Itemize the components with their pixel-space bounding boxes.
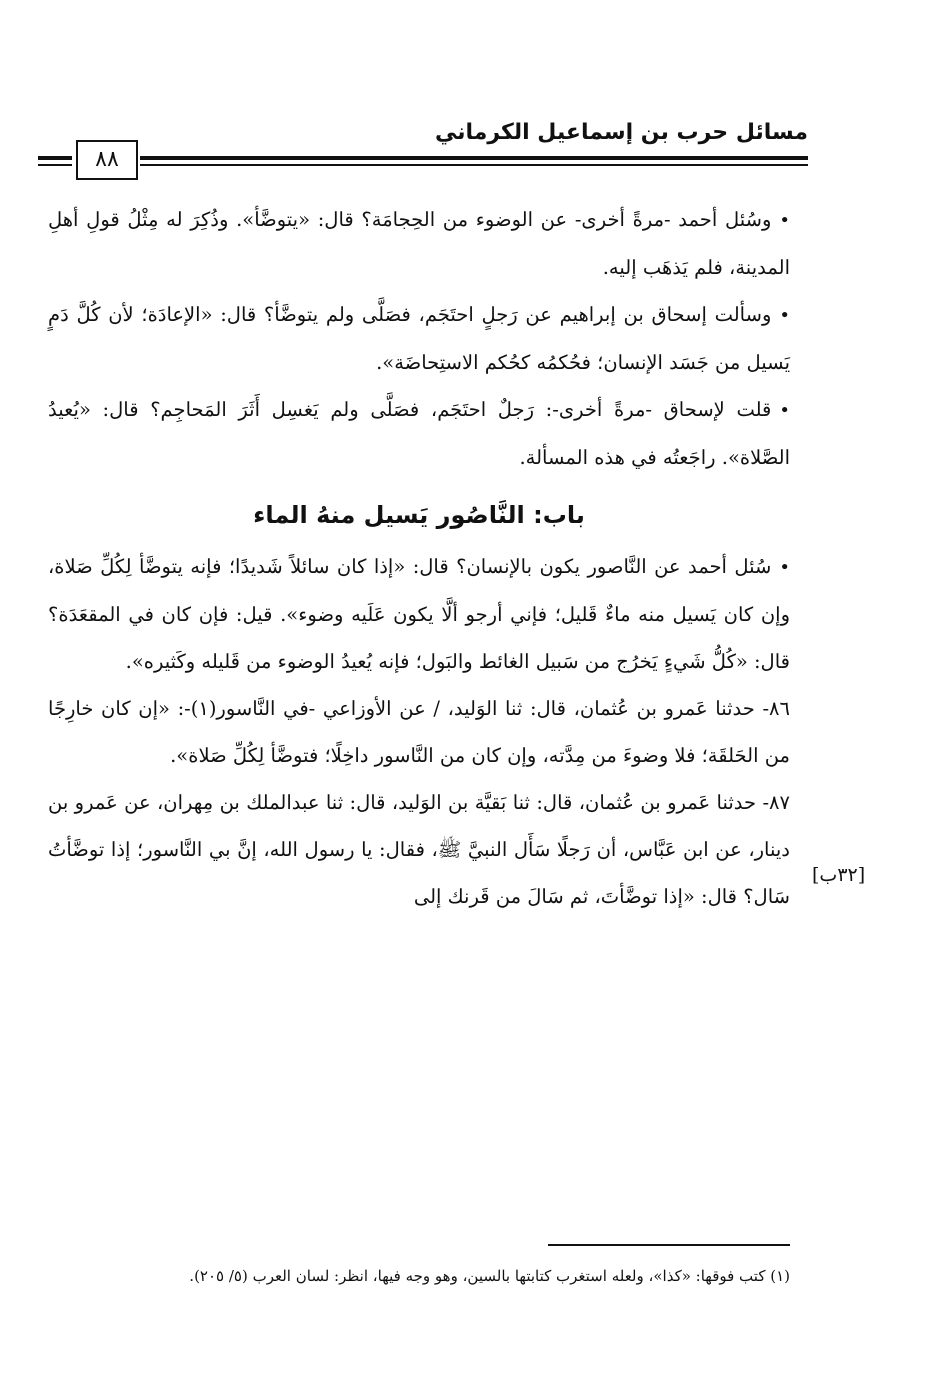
paragraph-2 — [48, 291, 790, 386]
page-body — [48, 196, 790, 920]
narration-87: ٨٧- حدثنا عَمرو بن عُثمان، قال: ثنا بَقيَّة بن الوَليد، قال: ثنا عبدالملك بن مِهران، عن عَمرو بن دينار، عن ابن عَبَّاس، أن رَجلًا سَأَل النبيَّ ﷺ، فقال: يا رسول الله، إنَّ بي النَّاسور؛ إذا توضَّأتُ سَال؟ قال: «إذا توضَّأتَ، ثم سَالَ من قَرنك إلى — [48, 791, 790, 908]
book-title: مسائل حرب بن إسماعيل الكرماني — [434, 120, 808, 145]
paragraph-1 — [48, 196, 790, 291]
paragraph-text: وسألت إسحاق بن إبراهيم عن رَجلٍ احتَجَم، فصَلَّى ولم يتوضَّأ؟ قال: «الإعادَة؛ لأن كُلَّ دَمٍ يَسيل من جَسَد الإنسان؛ فحُكمُه كحُكم الاستِحاضَة». — [48, 303, 790, 374]
page-header — [0, 110, 938, 190]
narration-86: ٨٦- حدثنا عَمرو بن عُثمان، قال: ثنا الوَليد، / عن الأوزاعي -في النَّاسور(١)-: «إن كان خارِجًا من الحَلقَة؛ فلا وضوءَ من مِدَّته، وإن كان من النَّاسور داخِلًا؛ فتوضَّأ لِكُلِّ صَلاة». — [48, 697, 790, 767]
header-left-bar-thin — [38, 164, 72, 166]
paragraph-3 — [48, 386, 790, 481]
paragraph-text: قلت لإسحاق -مرةً أخرى-: رَجلٌ احتَجَم، فصَلَّى ولم يَغسِل أَثَرَ المَحاجِم؟ قال: «يُعيدُ الصَّلاة». راجَعتُه في هذه المسألة. — [48, 398, 790, 469]
bullet: • — [779, 400, 790, 421]
paragraph-text: وسُئل أحمد -مرةً أخرى- عن الوضوء من الحِجامَة؟ قال: «يتوضَّأ». وذُكِرَ له مِثْلُ قولِ أهلِ المدينة، فلم يَذهَب إليه. — [48, 208, 790, 279]
page-number: ٨٨ — [76, 140, 138, 180]
header-left-bar — [38, 156, 72, 160]
bullet: • — [779, 557, 790, 578]
manuscript-folio-ref: [٣٢ب] — [812, 864, 866, 886]
bullet: • — [779, 210, 790, 231]
header-rule-thin — [140, 164, 808, 166]
bullet: • — [779, 305, 790, 326]
footnote: (١) كتب فوقها: «كذا»، ولعله استغرب كتابتها بالسين، وهو وجه فيها، انظر: لسان العرب (٥/ ٢٠٥). — [189, 1267, 790, 1285]
paragraph-text: سُئل أحمد عن النَّاصور يكون بالإنسان؟ قال: «إذا كان سائلاً شَديدًا؛ فإنه يتوضَّأ لِكُلِّ صَلاة، وإن كان يَسيل منه ماءٌ قَليل؛ فإني أرجو ألَّا يكون عَلَيه وضوء». قيل: فإن كان في المقعَدَة؟ قال: «كُلُّ شَيءٍ يَخرُج من سَبيل الغائط والبَول؛ فإنه يُعيدُ الوضوء من قَليله وكَثيره». — [48, 555, 790, 673]
footnote-separator — [548, 1244, 790, 1246]
section-heading: باب: النَّاصُور يَسيل منهُ الماء — [253, 501, 585, 529]
paragraph-4 — [48, 543, 790, 685]
header-rule-thick — [140, 156, 808, 160]
